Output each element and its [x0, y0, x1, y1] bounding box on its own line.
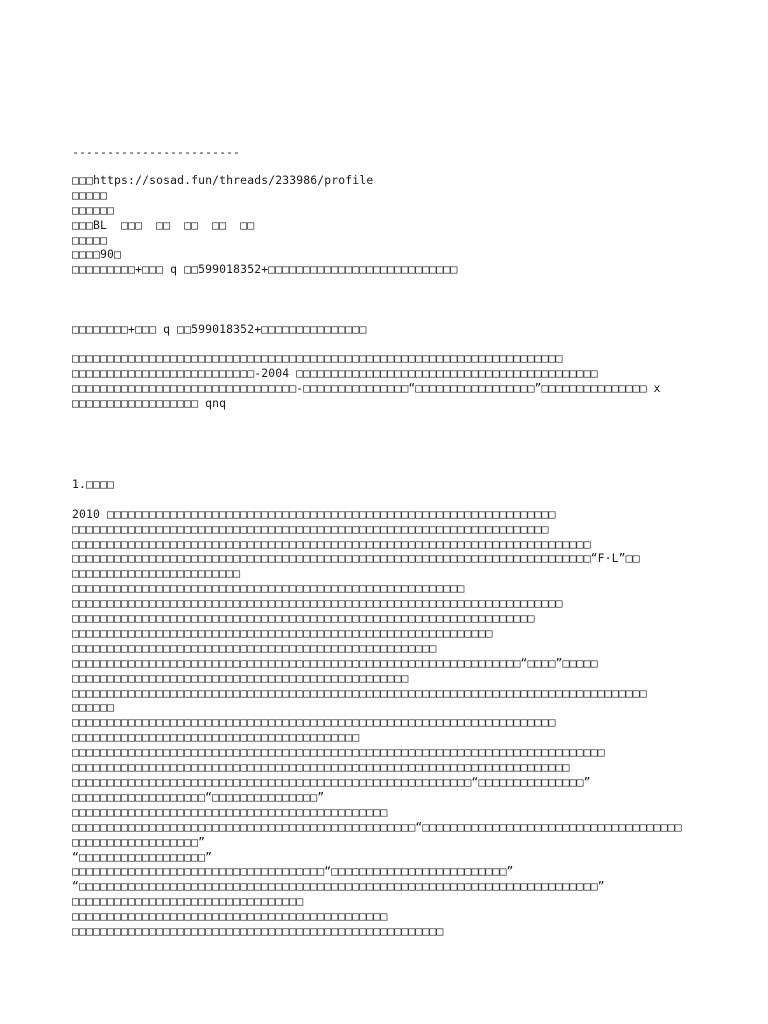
intro-paragraph: [72, 351, 712, 411]
body-line: □□□□□□□□□□□□□□□□□□□□□□□□□□□□□□□□□□□□□□□□□: [72, 730, 360, 745]
body-line: □□□□□□□□□□□□□□□□□□□□□□□□□□□□□□□□□□□□□□□□□□□□□□□□□□□□□□□□□□□□□□□□□□□□□□□□□□□□: [72, 745, 605, 760]
metadata-line: □□□□□□: [72, 202, 115, 217]
document-page: [72, 145, 712, 939]
body-line: “□□□□□□□□□□□□□□□□□□□□□□□□□□□□□□□□□□□□□□□□□□□□□□□□□□□□□□□□□□□□□□□□□□□□□□□□□□”: [72, 879, 605, 894]
body-line: □□□□□□□□□□□□□□□□□□□□□□□□□□□□□□□□□: [72, 894, 304, 909]
body-line: □□□□□□□□□□□□□□□□□□□□□□□□□□□□□□□□□□□□□□□□□□□□□□□□□□□□: [72, 640, 437, 655]
body-line: □□□□□□□□□□□□□□□□□□□□□□□□□□□□□□□□□□□□□□□□□□□□□□□□□□□□□□□□□□□□: [72, 625, 493, 640]
body-line: □□□□□□□□□□□□□□□□□□□□□□□□□□□□□□□□□□□□□□□□□□□□□: [72, 909, 388, 924]
chapter-title: 1.□□□□: [72, 476, 115, 491]
intro-line: □□□□□□□□□□□□□□□□□□□□□□□□□□-2004 □□□□□□□□□□□□□□□□□□□□□□□□□□□□□□□□□□□□□□□□□□□: [72, 366, 598, 381]
intro-line: □□□□□□□□□□□□□□□□□□□□□□□□□□□□□□□□□□□□□□□□□□□□□□□□□□□□□□□□□□□□□□□□□□□□□□: [72, 351, 563, 366]
body-line: □□□□□□□□□□□□□□□□□□□□□□□□□□□□□□□□□□□□□□□□□□□□□□□□□□□□□□□□□□□□□□□□“□□□□”□□□□□: [72, 655, 598, 670]
body-line: □□□□□□□□□□□□□□□□□□□□□□□□□□□□□□□□□□□□□□□□□□□□□□□□□□□□□□□□□“□□□□□□□□□□□□□□□”: [72, 775, 591, 789]
source-url-line: □□□https://sosad.fun/threads/233986/profile: [72, 172, 374, 187]
metadata-line: □□□□90□: [72, 247, 122, 262]
body-line: □□□□□□□□□□□□□□□□□□□□□□□□□□□□□□□□□□□□□□□□□□□□□□□□□□□□□□□□□□□□□□□□□□□□□□□: [72, 760, 570, 775]
body-line: □□□□□□□□□□□□□□□□□□□□□□□□□□□□□□□□□□□□□□□□□□□□□□□□□□□□□□□□: [72, 581, 465, 596]
body-line: □□□□□□□□□□□□□□□□□□□□□□□□□□□□□□□□□□□□□□□□□□□□□□□□□□□□□□□□□□□□□□□□□□□□□□□□□□: [72, 536, 591, 551]
body-line: □□□□□□□□□□□□□□□□□□□□□□□□□□□□□□□□□□□□□□□□□□□□□□□□□□□□□□□□□□□□□□□□□□□□□□□□□□□□□□□□□□: [72, 685, 647, 700]
metadata-block: [72, 173, 712, 277]
body-line: 2010 □□□□□□□□□□□□□□□□□□□□□□□□□□□□□□□□□□□□□□□□□□□□□□□□□□□□□□□□□□□□□□□□: [72, 506, 556, 521]
body-line: □□□□□□□□□□□□□□□□□□□□□□□□□□□□□□□□□□□□□□□□□□□□□□□□: [72, 670, 409, 685]
body-line: “□□□□□□□□□□□□□□□□□□”: [72, 849, 213, 864]
body-line: □□□□□□□□□□□□□□□□□□□□□□□□□□□□□□□□□□□□“□□□□□□□□□□□□□□□□□□□□□□□□□”: [72, 864, 514, 879]
body-line: □□□□□□□□□□□□□□□□□□□□□□□□□□□□□□□□□□□□□□□□□□□□□□□□□□□□□: [72, 924, 444, 939]
chapter-body: [72, 507, 712, 939]
body-line: □□□□□□□□□□□□□□□□□□□□□□□□□□□□□□□□□□□□□□□□□□□□□□□□□□□□□□□□□□□□□□□□□□□□□□: [72, 596, 563, 611]
metadata-line: □□□□□: [72, 187, 108, 202]
body-line: □□□□□□□□□□□□□□□□□□□□□□□□□□□□□□□□□□□□□□□□□□□□□□□□□□□□□□□□□□□□□□□□□□□□: [72, 521, 549, 536]
body-line: □□□□□□□□□□□□□□□□□□□“□□□□□□□□□□□□□□□”: [72, 789, 325, 804]
body-line: □□□□□□□□□□□□□□□□□□□□□□□□□□□□□□□□□□□□□□□□□□□□□□□□□□□□□□□□□□□□□□□□□□□□□: [72, 715, 556, 730]
metadata-line: □□□□□: [72, 232, 108, 247]
body-line: □□□□□□□□□□□□□□□□□□□□□□□□□□□□□□□□□□□□□□□□□□□□□□□□□“□□□□□□□□□□□□□□□□□□□□□□□□□□□□□□□□□□□□□: [72, 819, 682, 834]
separator-line: ------------------------: [72, 145, 241, 159]
body-line: □□□□□□□□□□□□□□□□□□”: [72, 834, 206, 849]
intro-line: □□□□□□□□□□□□□□□□□□ qnq: [72, 395, 227, 410]
body-line: □□□□□□□□□□□□□□□□□□□□□□□□□□□□□□□□□□□□□□□□□□□□□□□□□□□□□□□□□□□□□□□□□□□□□□□□□□“F·L”□□: [72, 551, 640, 566]
contact-line: □□□□□□□□□+□□□ q □□599018352+□□□□□□□□□□□□□□□□□□□□□□□□□□□: [72, 262, 458, 277]
body-line: □□□□□□□□□□□□□□□□□□□□□□□□□□□□□□□□□□□□□□□□□□□□□□□□□□□□□□□□□□□□□□□□□□: [72, 611, 535, 626]
intro-line: □□□□□□□□□□□□□□□□□□□□□□□□□□□□□□□□-□□□□□□□□□□□□□□□“□□□□□□□□□□□□□□□□□”□□□□□□□□□□□□□□□ x: [72, 380, 661, 395]
contact-line: □□□□□□□□+□□□ q □□599018352+□□□□□□□□□□□□□□□: [72, 322, 367, 337]
tags-line: □□□BL □□□ □□ □□ □□ □□: [72, 217, 255, 232]
body-line: □□□□□□: [72, 700, 115, 715]
body-line: □□□□□□□□□□□□□□□□□□□□□□□□□□□□□□□□□□□□□□□□□□□□□: [72, 804, 388, 819]
body-line: □□□□□□□□□□□□□□□□□□□□□□□□: [72, 566, 241, 581]
